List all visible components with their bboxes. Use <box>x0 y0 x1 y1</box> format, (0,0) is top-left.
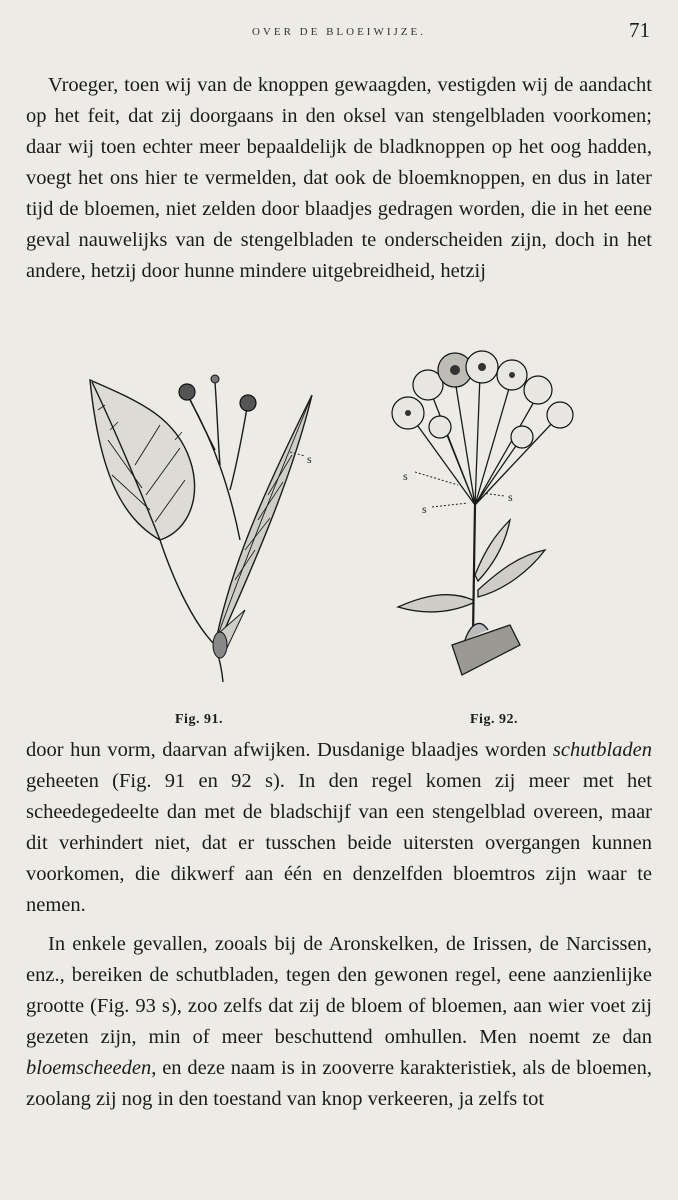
figure-92-illustration <box>370 345 600 690</box>
bottom-part-2: , en deze naam is in zooverre karakteristiek, als de bloemen, zoolang zij nog in den toestand van knop verkeeren, ja zelfs tot <box>26 1057 652 1110</box>
fig91-label-s: s <box>307 452 312 466</box>
figure-91 <box>80 370 330 690</box>
term-schutbladen: schutbladen <box>552 739 652 761</box>
page-header <box>26 18 652 48</box>
fig91-bract <box>215 395 312 645</box>
figure-91-illustration <box>80 370 330 690</box>
fig-91-caption: Fig. 91. <box>175 712 223 727</box>
paragraph-continuation-text <box>26 735 652 921</box>
continuation-part-2: geheeten (Fig. 91 en 92 s). In den regel komen zij meer met het scheedegedeelte dan met de bladschijf van een stengelblad overeen, maar dit verhindert niet, dat er tusschen beide uitersten overgangen kunnen voorkomen, die dikwerf aan één en denzelfden bloemtros zijn waar te nemen. <box>26 770 652 916</box>
fig92-label-s2: s <box>422 502 427 516</box>
fig91-bud-1 <box>179 384 195 400</box>
fig91-peduncle <box>190 400 240 540</box>
fig-92-caption: Fig. 92. <box>470 712 518 727</box>
fig91-leaf <box>90 380 195 540</box>
fig92-label-s1: s <box>403 469 408 483</box>
paragraph-top <box>26 70 652 287</box>
fig92-stem <box>473 505 475 635</box>
term-bloemscheeden: bloemscheeden <box>26 1057 152 1079</box>
paragraph-top-text: Vroeger, toen wij van de knoppen gewaagden, vestigden wij de aandacht op het feit, dat zij doorgaans in den oksel van stengelbladen voorkomen; daar wij toen echter meer bepaaldelijk de bladknoppen op het oog hadden, voegt het ons hier te vermelden, dat ook de bloemknoppen, en dus in later tijd de bloemen, niet zelden door blaadjes gedragen worden, die in het eene geval nauwelijks van de stengelbladen te onderscheiden zijn, doch in het andere, hetzij door hunne mindere uitgebreidheid, hetzij <box>26 74 652 282</box>
fig92-rhizome <box>452 625 520 675</box>
bottom-part-1: In enkele gevallen, zooals bij de Aronskelken, de Irissen, de Narcissen, enz., bereiken de schutbladen, tegen den gewonen regel, eene aanzienlijke grootte (Fig. 93 s), zoo zelfs dat zij de bloem of bloemen, aan wier voet zij gezeten zijn, min of meer beschuttend omhullen. Men noemt ze dan <box>26 933 652 1048</box>
running-title: OVER DE BLOEIWIJZE. <box>251 26 426 38</box>
fig91-bud-2 <box>211 375 219 383</box>
fig91-stem <box>160 540 223 682</box>
paragraph-bottom <box>26 929 652 1115</box>
paragraph-bottom-text <box>26 929 652 1115</box>
fig92-label-s3: s <box>508 490 513 504</box>
fig91-bud-3 <box>240 395 256 411</box>
continuation-part-1: door hun vorm, daarvan afwijken. Dusdanige blaadjes worden <box>26 739 553 761</box>
fig91-axil-bud <box>213 632 227 658</box>
page-number: 71 <box>629 18 650 42</box>
fig92-leaf-left <box>398 595 473 612</box>
figure-92 <box>370 345 600 690</box>
paragraph-continuation <box>26 735 652 921</box>
